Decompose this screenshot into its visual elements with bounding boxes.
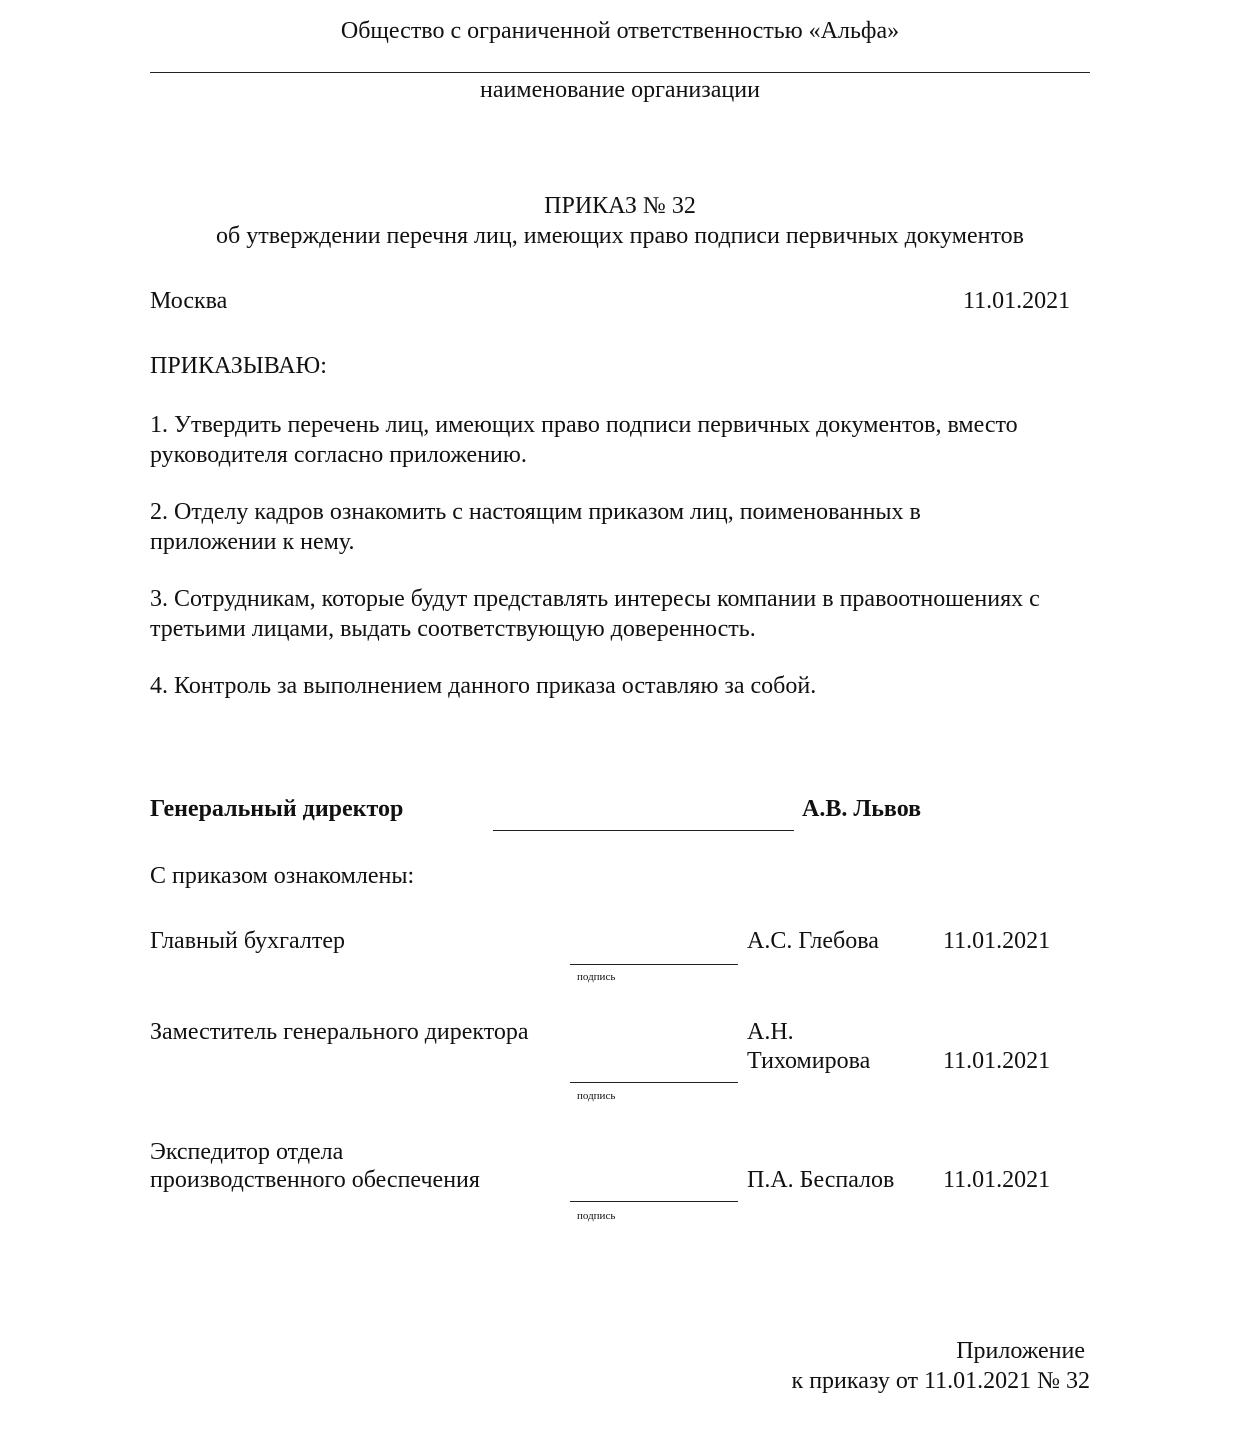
ack-row-2-signature-line	[570, 1082, 738, 1083]
order-city: Москва	[150, 288, 228, 314]
ack-row-1-signature-caption: подпись	[577, 971, 616, 983]
appendix-title: Приложение	[956, 1338, 1085, 1364]
order-item-3: 3. Сотрудникам, которые будут представлять интересы компании в правоотношениях с третьими лицами, выдать соответствующую доверенность.	[150, 586, 1040, 642]
order-item-1: 1. Утвердить перечень лиц, имеющих право подписи первичных документов, вместо руководителя согласно приложению.	[150, 412, 1018, 468]
order-directive: ПРИКАЗЫВАЮ:	[150, 353, 327, 379]
acknowledgement-heading: С приказом ознакомлены:	[150, 863, 415, 889]
ack-row-3-signature-line	[570, 1201, 738, 1202]
ack-row-3-date: 11.01.2021	[943, 1167, 1051, 1193]
ack-row-3-name: П.А. Беспалов	[747, 1167, 895, 1193]
ack-row-1-name: А.С. Глебова	[747, 928, 879, 954]
ack-row-3-position-line2: производственного обеспечения	[150, 1167, 480, 1193]
ack-row-3-signature-caption: подпись	[577, 1210, 616, 1222]
ack-row-3-position-line1: Экспедитор отдела	[150, 1139, 344, 1165]
director-signature-line	[493, 830, 794, 831]
ack-row-1-signature-line	[570, 964, 738, 965]
ack-row-2-date: 11.01.2021	[943, 1048, 1051, 1074]
ack-row-2-position: Заместитель генерального директора	[150, 1019, 529, 1045]
appendix-reference: к приказу от 11.01.2021 № 32	[791, 1368, 1090, 1394]
ack-row-2-name-line1: А.Н.	[747, 1019, 794, 1045]
ack-row-2-signature-caption: подпись	[577, 1090, 616, 1102]
order-date: 11.01.2021	[963, 288, 1071, 314]
ack-row-1-date: 11.01.2021	[943, 928, 1051, 954]
organization-name: Общество с ограниченной ответственностью «Альфа»	[340, 18, 900, 44]
ack-row-1-position: Главный бухгалтер	[150, 928, 345, 954]
order-item-2: 2. Отделу кадров ознакомить с настоящим приказом лиц, поименованных в приложении к нему.	[150, 499, 921, 555]
organization-caption: наименование организации	[480, 77, 760, 103]
director-name: А.В. Львов	[802, 796, 922, 822]
director-position: Генеральный директор	[150, 796, 404, 822]
order-subtitle: об утверждении перечня лиц, имеющих право подписи первичных документов	[216, 223, 1024, 249]
order-item-4: 4. Контроль за выполнением данного приказа оставляю за собой.	[150, 673, 817, 699]
order-title: ПРИКАЗ № 32	[544, 193, 696, 219]
organization-underline	[150, 72, 1090, 73]
ack-row-2-name-line2: Тихомирова	[747, 1048, 871, 1074]
